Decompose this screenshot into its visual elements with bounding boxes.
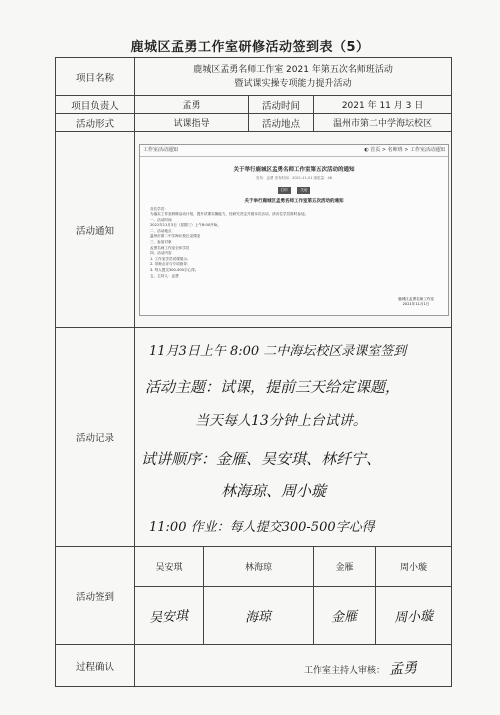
project-name-line2: 暨试课实操专项能力提升活动 [234,78,352,89]
signin-signature: 海琼 [245,609,272,626]
page-title: 鹿城区孟勇工作室研修活动签到表（5） [130,40,370,55]
time-value: 2021 年 11 月 3 日 [314,96,452,114]
record-line: 11:00 作业：每人提交300-500字心得 [149,519,375,535]
notice-body [140,204,448,283]
signin-signature-cell [376,587,452,645]
notice-signature-block [398,297,434,307]
signin-signature: 金雁 [331,609,358,626]
notice-label: 活动通知 [56,132,135,328]
notice-window-tools: ◐ 首页 > 名师班 > 工作室活动通知 [364,146,446,153]
confirm-row [56,645,452,687]
signin-name: 金雁 [314,547,376,587]
notice-sign-date: 2021年11月1日 [402,301,430,306]
notice-body-line: 2021年11月3日（星期三）上午8:00开始。 [150,223,221,228]
host-signature: 孟勇 [388,659,418,678]
leader-row [56,96,452,114]
signin-signature-cell [314,587,376,645]
notice-body-line: 为落实工作室研修活动计划，提升试课实操能力，经研究决定开展本次活动，请各位学员准时参加。 [150,212,309,217]
project-name-line1: 鹿城区孟勇名师工作室 2021 年第五次名师班活动 [193,64,393,75]
record-cell [135,328,452,547]
notice-body-line: 三、参加对象 [150,240,172,245]
notice-cell [135,132,452,328]
leader-value: 孟勇 [135,96,249,114]
place-value: 温州市第二中学海坛校区 [314,114,452,132]
notice-body-line: 五、主持人：孟勇 [150,273,179,278]
record-row [56,328,452,547]
notice-body-line: 2. 导师点评与专项指导； [150,262,191,267]
record-label: 活动记录 [56,328,135,547]
record-line: 试讲顺序：金雁、吴安琪、林纤宁、 [141,449,382,468]
signin-names-row [56,547,452,587]
notice-window-title: 工作室活动通知 [143,146,179,153]
form-label: 活动形式 [56,114,135,132]
notice-print-button[interactable]: 打印 [278,187,291,194]
signin-name: 周小璇 [376,547,452,587]
notice-subheading: 关于举行鹿城区孟勇名师工作室第五次活动的通知 [244,198,344,204]
notice-body-line: 温州市第二中学海坛校区录课室 [150,234,201,239]
form-row [56,114,452,132]
confirm-text: 工作室主持人审核： [304,665,386,676]
confirm-line [304,658,417,678]
signin-name: 吴安琪 [135,547,204,587]
project-name-label: 项目名称 [56,58,135,96]
form-value: 试课指导 [135,114,249,132]
notice-body-line: 一、活动时间 [150,217,172,222]
notice-buttons [140,184,448,194]
place-label: 活动地点 [249,114,314,132]
notice-heading: 关于举行鹿城区孟勇名师工作室第五次活动的通知 [233,166,355,173]
signin-signature-cell [204,587,314,645]
notice-body-line: 各位学员： [150,206,168,211]
notice-screenshot [139,144,449,316]
notice-row [56,132,452,328]
signin-name: 林海琼 [204,547,314,587]
leader-label: 项目负责人 [56,96,135,114]
time-label: 活动时间 [249,96,314,114]
signin-label: 活动签到 [56,547,135,645]
record-line: 林海琼、周小璇 [221,481,327,500]
project-name-row [56,58,452,96]
record-line: 11月3日上午 8:00 二中海坛校区录课室签到 [149,343,407,359]
signin-signature: 吴安琪 [149,608,189,627]
notice-sign-org: 鹿城区孟勇名师工作室 [398,296,435,301]
confirm-cell [135,645,452,687]
project-name-value [135,58,452,96]
signin-signature: 周小璇 [393,608,434,627]
record-line: 当天每人13分钟上台试讲。 [195,412,367,429]
notice-window-bar [140,145,448,157]
notice-body-line: 3. 每人提交300-500字心得。 [150,268,199,273]
notice-body-line: 二、活动地点 [150,228,172,233]
notice-body-line: 孟勇名师工作室全体学员 [150,245,190,250]
record-line: 活动主题：试课，提前三天给定课题， [145,377,401,396]
notice-body-line: 1. 工作室学员试课展示； [150,256,191,261]
signin-form-table [55,57,452,687]
signin-signature-cell [135,587,204,645]
handwritten-record [135,330,451,545]
notice-close-button[interactable]: 关闭 [297,187,310,194]
confirm-label: 过程确认 [56,645,135,687]
notice-body-line: 四、活动内容 [150,251,172,256]
notice-meta: 发布：孟勇 发布时间：2021-11-01 浏览量：48 [255,175,333,180]
